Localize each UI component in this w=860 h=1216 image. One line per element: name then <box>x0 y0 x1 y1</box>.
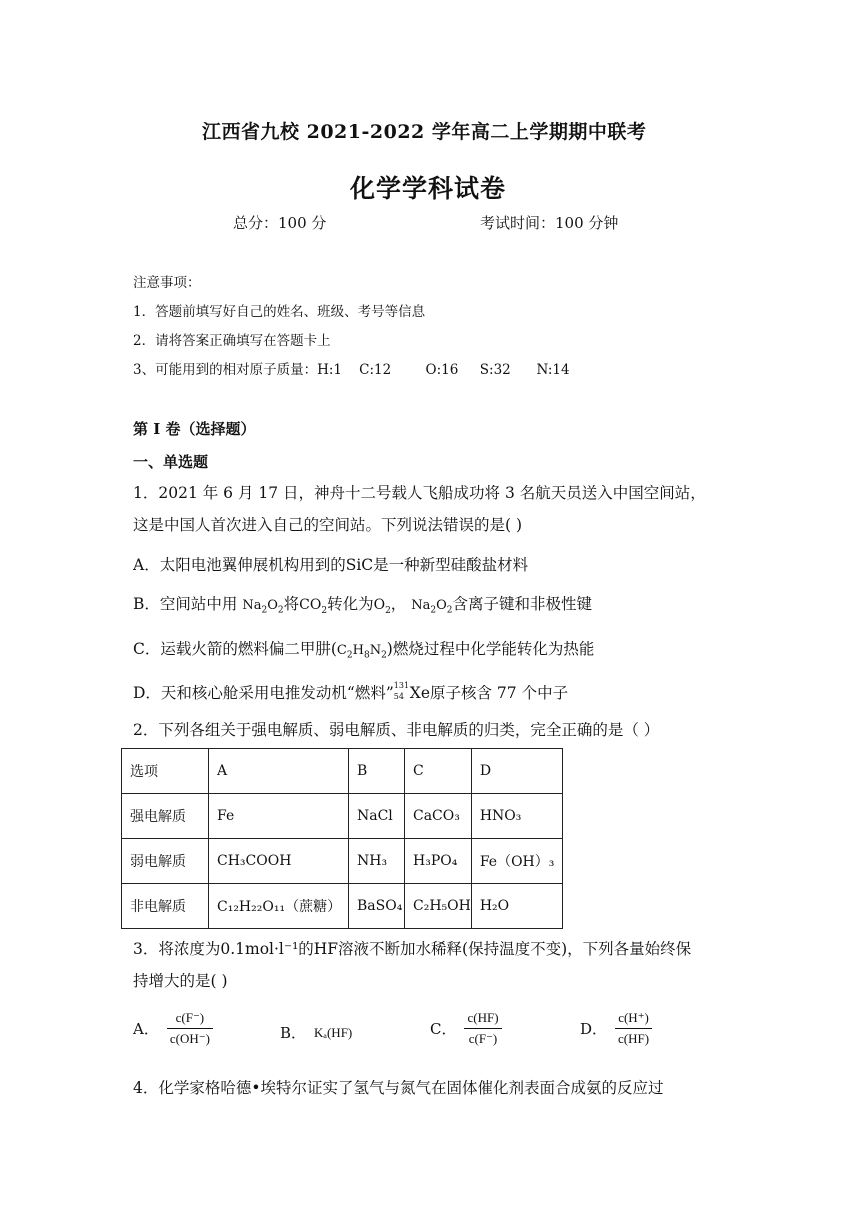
q3-option-d <box>580 1010 652 1047</box>
table-cell: BaSO₄ <box>349 884 405 929</box>
total-score: 总分：100 分 <box>233 214 327 232</box>
table-cell: Fe（OH）₃ <box>471 839 562 884</box>
option-label: D． <box>580 1020 608 1038</box>
fraction <box>464 1010 501 1047</box>
note-item: 3、可能用到的相对原子质量：H:1 C:12 O:16 S:32 N:14 <box>133 362 570 378</box>
table-cell: H₂O <box>471 884 562 929</box>
table-cell: 选项 <box>122 749 209 794</box>
q1-option-b-mid2: 转化为 <box>327 595 374 613</box>
table-row <box>122 839 563 884</box>
q1-option-c-pre: C．运载火箭的燃料偏二甲肼( <box>133 640 337 658</box>
note-item: 2．请将答案正确填写在答题卡上 <box>133 333 331 349</box>
table-cell: HNO₃ <box>471 794 562 839</box>
nuclide-notation <box>393 681 410 703</box>
fraction-denominator: c(F⁻) <box>468 1031 498 1046</box>
fraction-denominator: c(OH⁻) <box>169 1031 210 1046</box>
option-text: Kₐ(HF) <box>314 1025 353 1040</box>
table-cell: CaCO₃ <box>405 794 472 839</box>
option-label: A． <box>133 1020 159 1038</box>
table-cell: H₃PO₄ <box>405 839 472 884</box>
option-label: C． <box>430 1020 457 1038</box>
table-row <box>122 749 563 794</box>
q2-stem: 2．下列各组关于强电解质、弱电解质、非电解质的归类，完全正确的是（ ） <box>133 721 660 739</box>
table-cell: D <box>471 749 562 794</box>
formula-na2o2: $Na_2O_2$ <box>242 598 284 616</box>
q1-stem-line1: 1．2021 年 6 月 17 日，神舟十二号载人飞船成功将 3 名航天员送入中国空间站， <box>133 484 706 502</box>
q1-option-b-post: 含离子键和非极性键 <box>452 595 593 613</box>
q1-option-d-post: Xe原子核含 77 个中子 <box>409 684 569 702</box>
q3-option-c <box>430 1010 502 1047</box>
q1-option-a: A．太阳电池翼伸展机构用到的SiC是一种新型硅酸盐材料 <box>133 556 529 574</box>
fraction-numerator: c(H⁺) <box>615 1010 652 1029</box>
table-row <box>122 794 563 839</box>
table-cell: 非电解质 <box>122 884 209 929</box>
table-cell: NH₃ <box>349 839 405 884</box>
atomic-number: 54 <box>393 692 404 701</box>
section-heading: 一、单选题 <box>133 453 209 471</box>
q1-option-b-mid1: 将 <box>283 595 300 613</box>
exam-subtitle: 化学学科试卷 <box>350 174 507 203</box>
q1-option-d-pre: D．天和核心舱采用电推发动机“燃料” <box>133 684 394 702</box>
q1-option-b-mid3: ， <box>390 595 407 613</box>
option-label: B． <box>280 1024 307 1042</box>
table-cell: 弱电解质 <box>122 839 209 884</box>
table-cell: C₂H₅OH <box>405 884 472 929</box>
table-cell: CH₃COOH <box>209 839 349 884</box>
q3-stem-line1: 3．将浓度为0.1mol·l⁻¹的HF溶液不断加水稀释(保持温度不变)，下列各量始终保 <box>133 940 692 958</box>
electrolyte-table <box>121 748 563 929</box>
mass-number: 131 <box>393 681 410 690</box>
note-item: 1．答题前填写好自己的姓名、班级、考号等信息 <box>133 304 426 320</box>
fraction-denominator: c(HF) <box>618 1031 650 1046</box>
q1-option-c-post: )燃烧过程中化学能转化为热能 <box>386 640 595 658</box>
formula-o2: $O_2$ <box>373 597 391 616</box>
part-heading: 第 I 卷（选择题） <box>133 420 256 438</box>
fraction <box>615 1010 652 1047</box>
formula-co2: $CO_2$ <box>299 597 328 616</box>
q1-option-d <box>133 681 568 703</box>
q3-option-b <box>280 1022 352 1043</box>
table-cell: A <box>209 749 349 794</box>
exam-title: 江西省九校 2021-2022 学年高二上学期期中联考 <box>202 121 647 143</box>
fraction-numerator: c(HF) <box>464 1010 501 1029</box>
table-cell: 强电解质 <box>122 794 209 839</box>
q1-option-c <box>133 637 594 661</box>
q3-stem-line2: 持增大的是( ) <box>133 972 228 990</box>
table-cell: NaCl <box>349 794 405 839</box>
fraction <box>167 1010 213 1047</box>
q1-option-b <box>133 592 592 616</box>
formula-na2o2: $Na_2O_2$ <box>411 598 453 616</box>
fraction-numerator: c(F⁻) <box>167 1010 213 1029</box>
notes-heading: 注意事项： <box>133 275 201 291</box>
q1-option-b-pre: B．空间站中用 <box>133 595 243 613</box>
q1-stem-line2: 这是中国人首次进入自己的空间站。下列说法错误的是( ) <box>133 516 523 534</box>
exam-time: 考试时间：100 分钟 <box>480 214 619 232</box>
table-cell: C <box>405 749 472 794</box>
q3-option-a <box>133 1010 213 1047</box>
formula-c2h8n2: $C_2H_8N_2$ <box>336 643 387 661</box>
table-cell: Fe <box>209 794 349 839</box>
table-row <box>122 884 563 929</box>
q4-stem-line1: 4．化学家格哈德•埃特尔证实了氢气与氮气在固体催化剂表面合成氨的反应过 <box>133 1079 664 1097</box>
table-cell: B <box>349 749 405 794</box>
table-cell: C₁₂H₂₂O₁₁（蔗糖） <box>209 884 349 929</box>
